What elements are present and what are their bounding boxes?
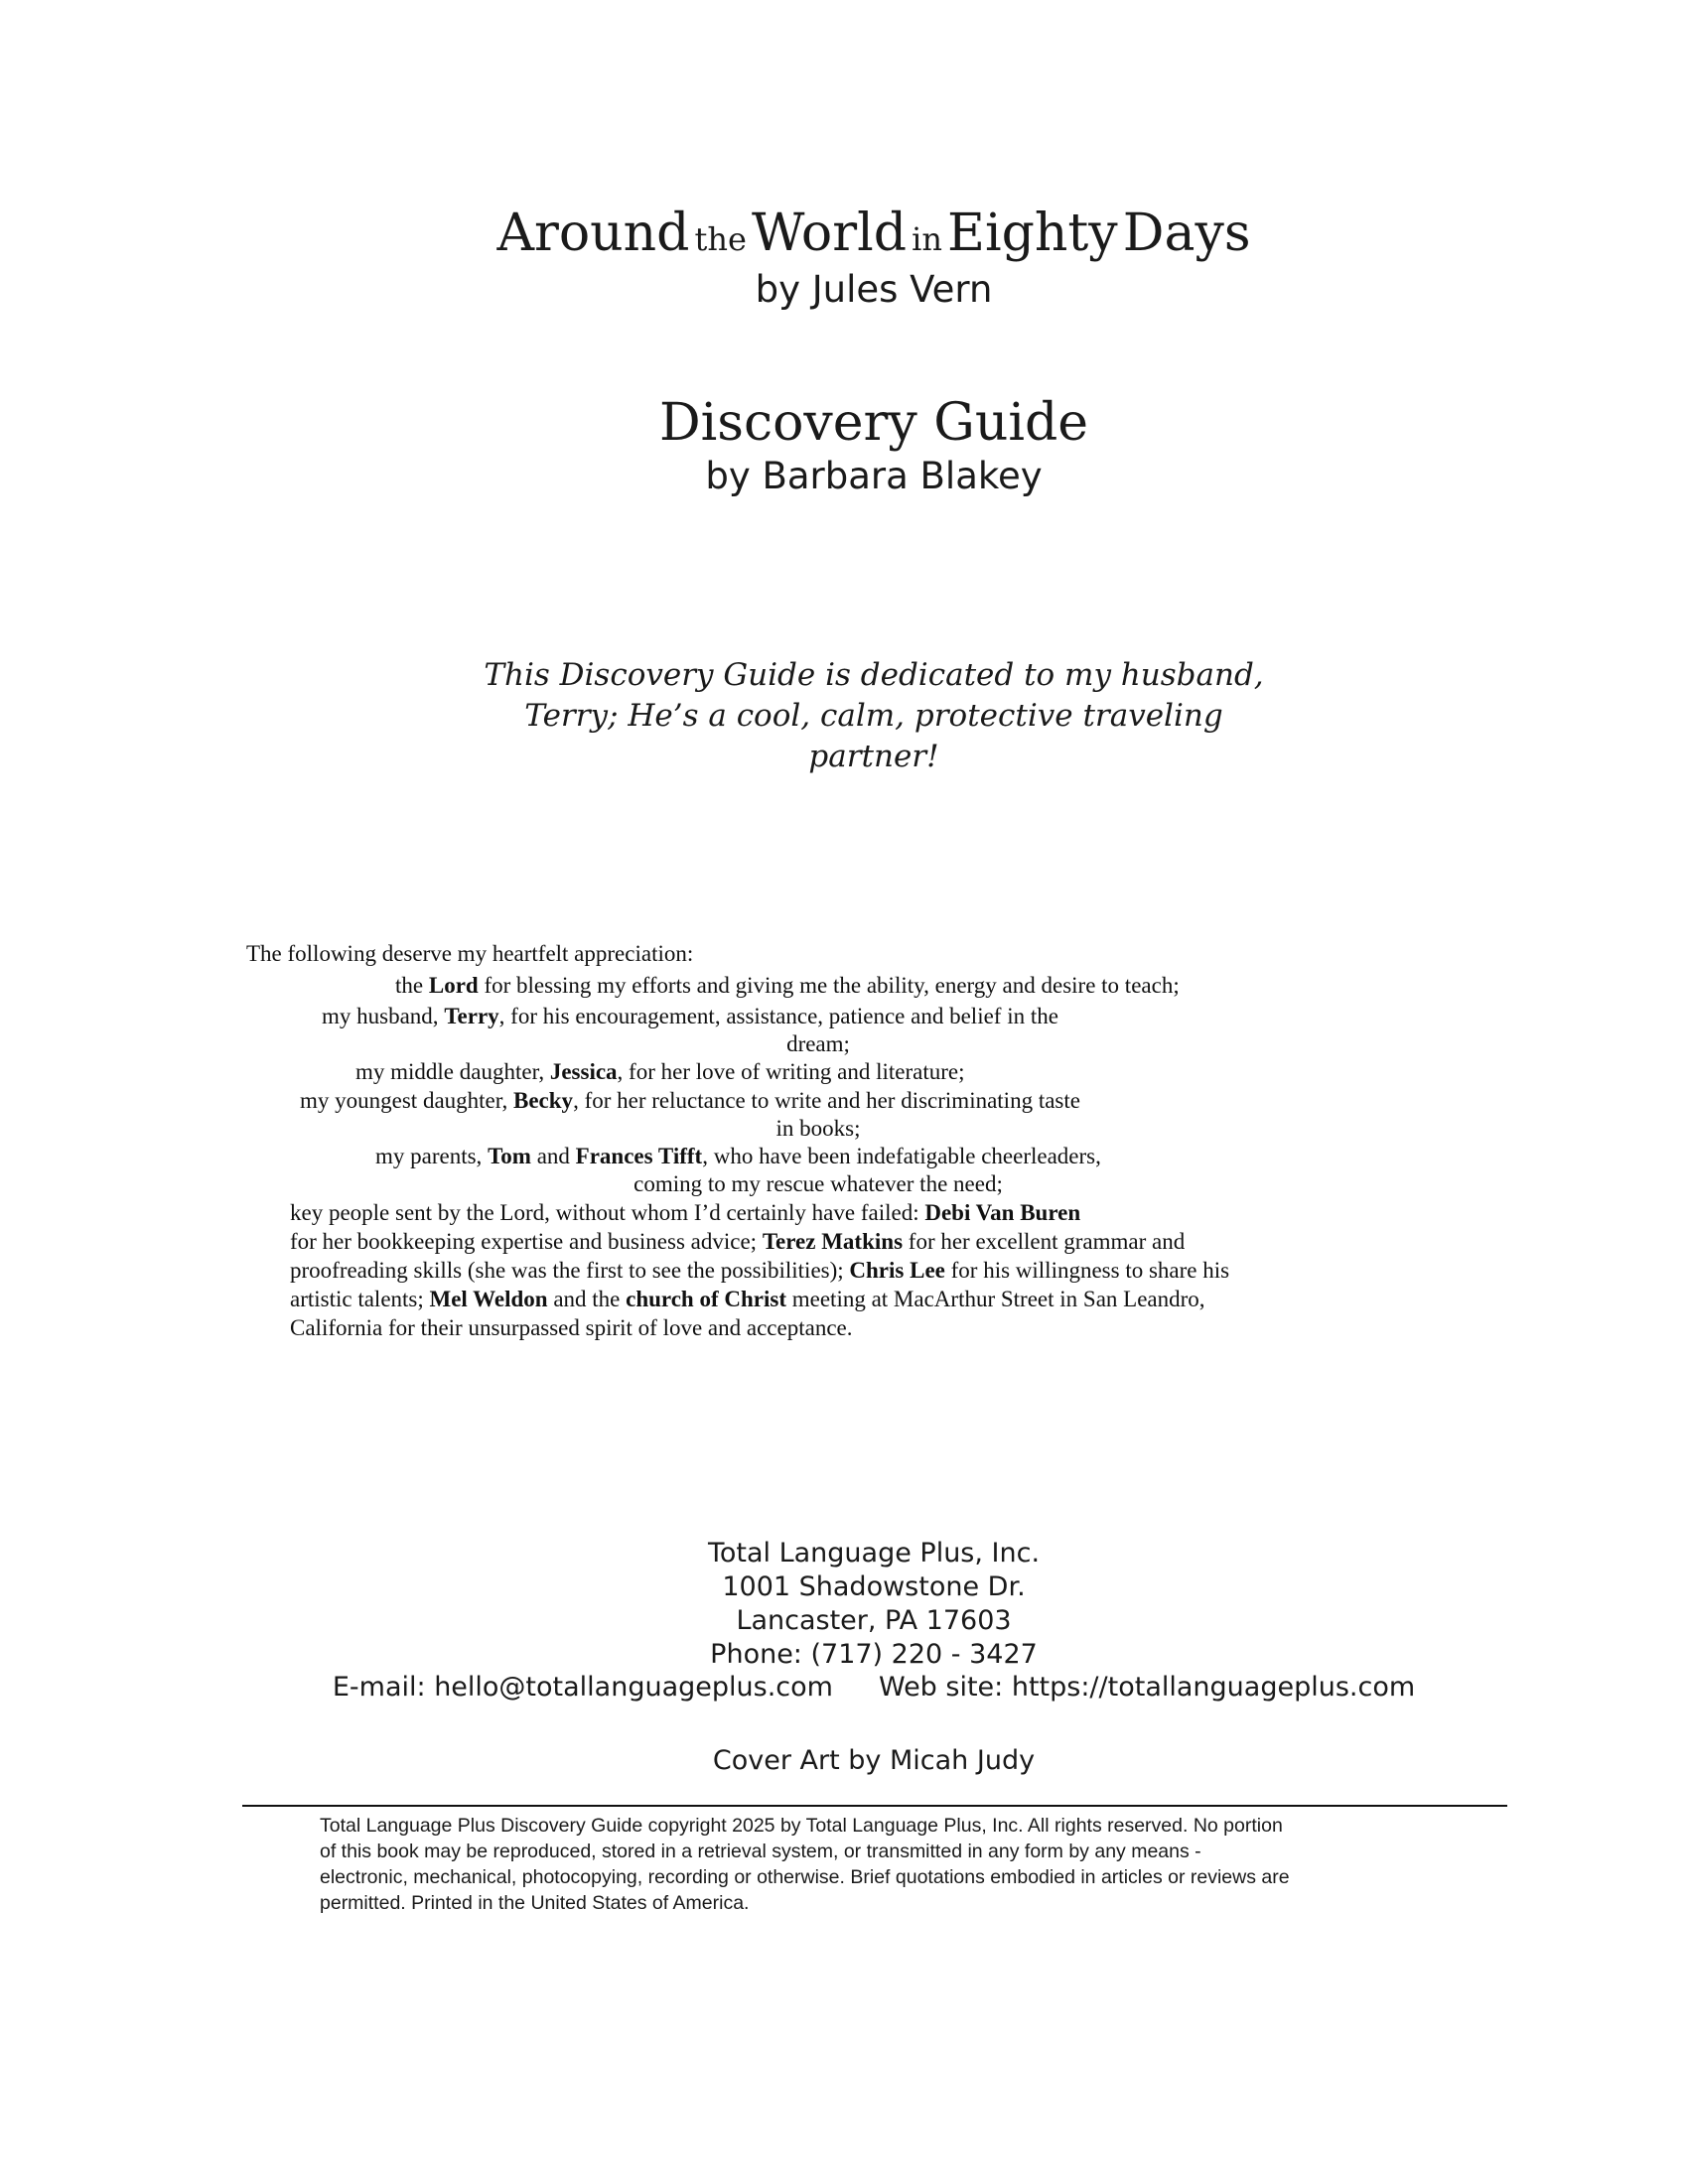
ack-line-lord — [395, 973, 1180, 999]
ack-text: and — [530, 1144, 576, 1168]
ack-line-parents-cont: coming to my rescue whatever the need; — [633, 1171, 1003, 1196]
ack-line-key-people-5: California for their unsurpassed spirit of love and acceptance. — [290, 1315, 853, 1340]
ack-line-terry — [322, 1004, 1058, 1029]
copyright-line: Total Language Plus Discovery Guide copyright 2025 by Total Language Plus, Inc. All rights reserved. No portion — [320, 1815, 1283, 1837]
ack-name: Jessica — [549, 1059, 618, 1084]
publisher-name: Total Language Plus, Inc. — [707, 1538, 1041, 1569]
ack-text: for her excellent grammar and — [903, 1229, 1186, 1254]
ack-text: my parents, — [375, 1144, 489, 1168]
ack-text: my husband, — [322, 1004, 445, 1028]
guide-title: Discovery Guide — [658, 393, 1089, 453]
ack-text: , for her reluctance to write and her discriminating taste — [573, 1088, 1080, 1113]
ack-text: for his willingness to share his — [944, 1258, 1230, 1283]
title-word: Eighty — [947, 204, 1118, 263]
publisher-phone: Phone: (717) 220 - 3427 — [710, 1639, 1038, 1670]
ack-text: key people sent by the Lord, without whom I’d certainly have failed: — [290, 1200, 925, 1225]
ack-line-terry-cont: dream; — [786, 1031, 850, 1056]
ack-name: Chris Lee — [849, 1258, 945, 1283]
acknowledgements-intro: The following deserve my heartfelt appreciation: — [246, 941, 694, 966]
publisher-contact — [0, 1537, 1688, 1672]
publisher-website: Web site: https://totallanguageplus.com — [878, 1672, 1416, 1703]
ack-line-key-people — [290, 1200, 1080, 1226]
ack-line-becky-cont: in books; — [775, 1116, 861, 1141]
ack-name: Terez Matkins — [762, 1229, 904, 1254]
ack-name: Tom — [488, 1144, 531, 1168]
copyright-line: permitted. Printed in the United States of America. — [320, 1892, 750, 1914]
ack-text: for blessing my efforts and giving me the ability, energy and desire to teach; — [478, 973, 1180, 998]
ack-name: church of Christ — [626, 1287, 786, 1311]
copyright-notice — [320, 1813, 1462, 1916]
book-title — [0, 204, 1688, 263]
ack-text: proofreading skills (she was the first to see the possibilities); — [290, 1258, 850, 1283]
ack-line-key-people-2 — [290, 1229, 1185, 1255]
ack-text: , for her love of writing and literature; — [617, 1059, 965, 1084]
ack-name: Mel Weldon — [429, 1287, 548, 1311]
ack-name: Lord — [428, 973, 479, 998]
ack-name: Terry — [444, 1004, 499, 1028]
title-word: World — [752, 204, 908, 263]
ack-line-parents — [375, 1144, 1101, 1169]
guide-author: by Barbara Blakey — [705, 455, 1043, 497]
title-word: in — [912, 220, 942, 258]
ack-text: , for his encouragement, assistance, patience and belief in the — [498, 1004, 1058, 1028]
ack-text: , who have been indefatigable cheerleaders, — [702, 1144, 1101, 1168]
ack-line-becky — [300, 1088, 1080, 1114]
cover-art-credit: Cover Art by Micah Judy — [712, 1745, 1036, 1776]
horizontal-divider — [242, 1805, 1507, 1807]
title-word: Days — [1122, 204, 1251, 263]
title-word: Around — [496, 204, 690, 263]
publisher-city: Lancaster, PA 17603 — [736, 1605, 1012, 1636]
ack-line-key-people-3 — [290, 1258, 1229, 1284]
ack-line-jessica — [355, 1059, 965, 1085]
ack-text: my middle daughter, — [355, 1059, 550, 1084]
ack-text: artistic talents; — [290, 1287, 430, 1311]
ack-text: for her bookkeeping expertise and business advice; — [290, 1229, 763, 1254]
ack-text: the — [395, 973, 429, 998]
ack-text: meeting at MacArthur Street in San Leandro, — [786, 1287, 1205, 1311]
copyright-line: of this book may be reproduced, stored in a retrieval system, or transmitted in any form by any means - — [320, 1841, 1201, 1862]
dedication-line: partner! — [808, 739, 939, 774]
dedication-line: This Discovery Guide is dedicated to my husband, — [484, 657, 1264, 693]
ack-text: and the — [547, 1287, 627, 1311]
book-author: by Jules Vern — [755, 268, 993, 311]
ack-line-key-people-4 — [290, 1287, 1205, 1312]
ack-name: Debi Van Buren — [924, 1200, 1081, 1225]
title-word: the — [694, 220, 747, 258]
publisher-address: 1001 Shadowstone Dr. — [722, 1571, 1026, 1602]
ack-name: Becky — [513, 1088, 574, 1113]
ack-text: my youngest daughter, — [300, 1088, 513, 1113]
ack-name: Frances Tifft — [575, 1144, 703, 1168]
copyright-line: electronic, mechanical, photocopying, recording or otherwise. Brief quotations embodied in articles or reviews are — [320, 1866, 1290, 1888]
dedication-line: Terry; He’s a cool, calm, protective traveling — [524, 698, 1223, 734]
publisher-web-row — [0, 1672, 1688, 1703]
publisher-email: E-mail: hello@totallanguageplus.com — [332, 1672, 833, 1703]
dedication — [0, 655, 1688, 777]
